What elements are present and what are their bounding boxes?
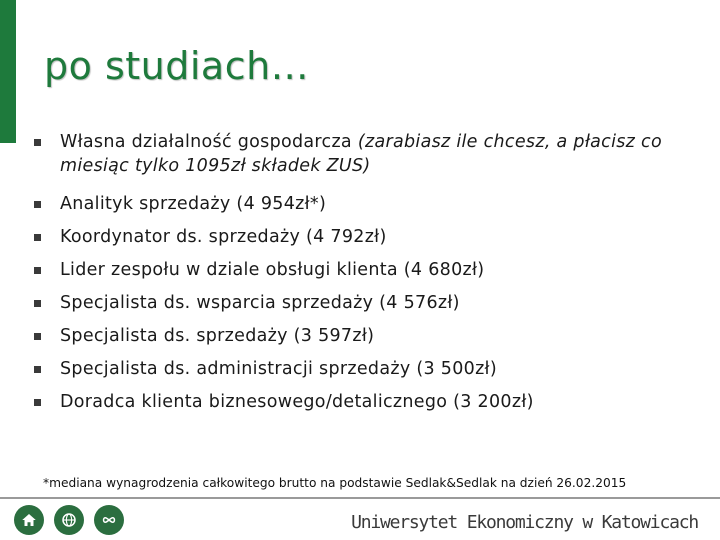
bullet-marker	[34, 399, 41, 406]
bullet-item	[32, 324, 692, 348]
footer-icons	[14, 505, 124, 535]
footer-divider	[0, 497, 720, 499]
bullet-marker	[34, 201, 41, 208]
bullet-item	[32, 357, 692, 381]
accent-bar	[0, 0, 16, 143]
bullet-item	[32, 225, 692, 249]
bullet-list	[32, 130, 692, 414]
bullet-marker	[34, 234, 41, 241]
infinity-icon[interactable]	[94, 505, 124, 535]
bullet-text: Doradca klienta biznesowego/detalicznego (3 200zł)	[60, 392, 534, 412]
bullet-item	[32, 130, 692, 178]
bullet-marker	[34, 267, 41, 274]
bullet-text: Lider zespołu w dziale obsługi klienta (4 680zł)	[60, 260, 485, 280]
bullet-text: Specjalista ds. administracji sprzedaży (3 500zł)	[60, 359, 497, 379]
bullet-text: Koordynator ds. sprzedaży (4 792zł)	[60, 227, 387, 247]
university-name: Uniwersytet Ekonomiczny w Katowicach	[351, 512, 698, 533]
bullet-main-text: Własna działalność gospodarcza	[60, 132, 352, 152]
bullet-marker	[34, 139, 41, 146]
slide-title: po studiach…	[44, 44, 310, 88]
bullet-text: Specjalista ds. sprzedaży (3 597zł)	[60, 326, 375, 346]
bullet-marker	[34, 333, 41, 340]
bullet-text: Analityk sprzedaży (4 954zł*)	[60, 194, 327, 214]
footnote: *mediana wynagrodzenia całkowitego brutto na podstawie Sedlak&Sedlak na dzień 26.02.2015	[43, 476, 627, 490]
bullet-marker	[34, 366, 41, 373]
home-icon[interactable]	[14, 505, 44, 535]
bullet-marker	[34, 300, 41, 307]
bullet-item	[32, 258, 692, 282]
bullet-item	[32, 192, 692, 216]
bullet-item	[32, 390, 692, 414]
globe-icon[interactable]	[54, 505, 84, 535]
bullet-aside-text: (zarabiasz ile chcesz, a płacisz co miesiąc tylko 1095zł składek ZUS)	[60, 132, 662, 176]
bullet-text: Specjalista ds. wsparcia sprzedaży (4 576zł)	[60, 293, 460, 313]
bullet-item	[32, 291, 692, 315]
